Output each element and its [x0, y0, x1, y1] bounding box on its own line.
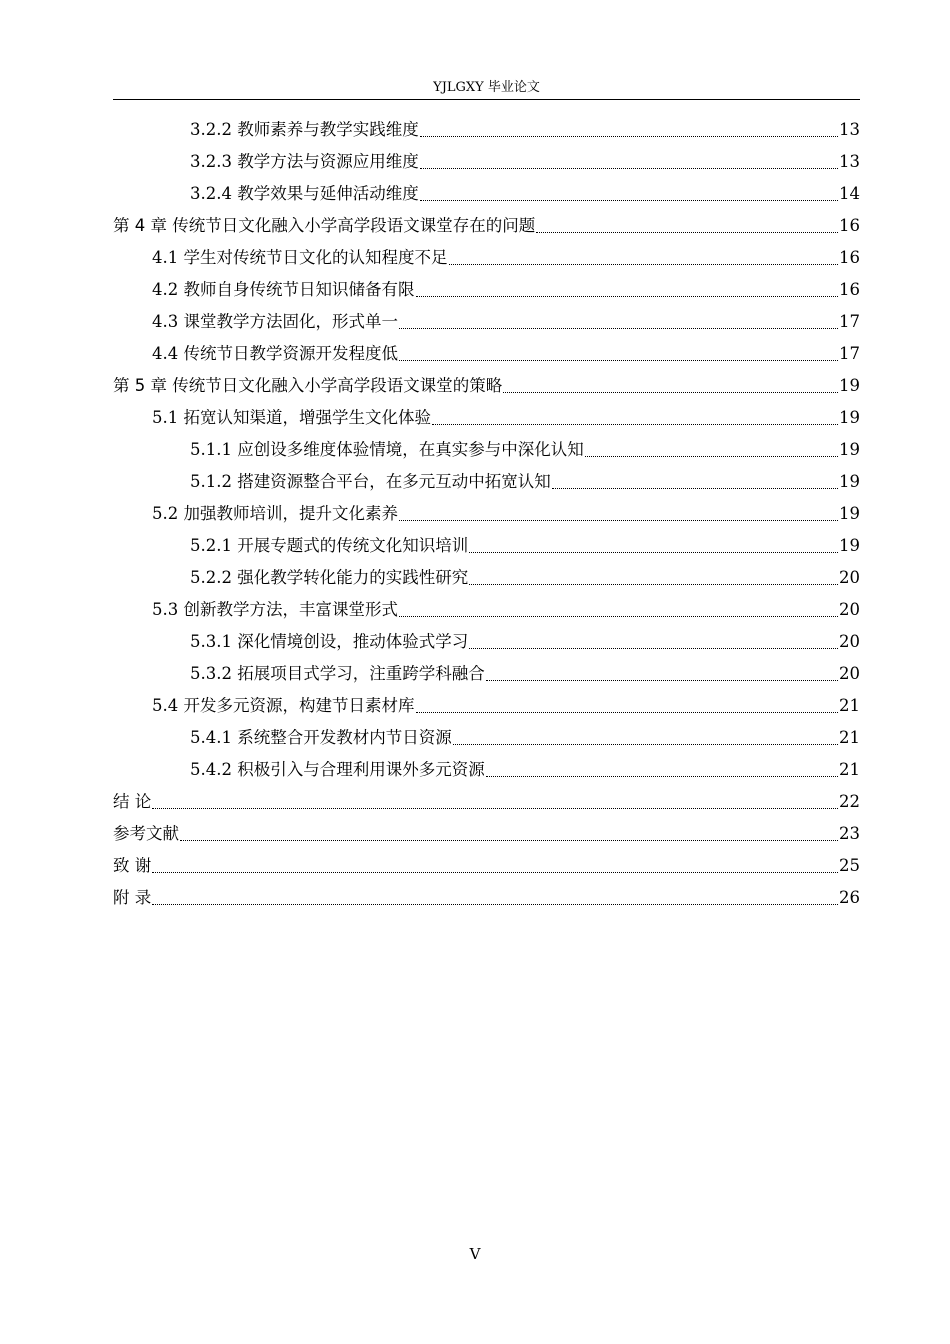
toc-entry-page: 19: [839, 376, 860, 395]
dot-leader: [420, 168, 838, 169]
toc-entry-page: 17: [839, 312, 860, 331]
dot-leader: [453, 744, 838, 745]
toc-entry[interactable]: [0, 146, 860, 178]
dot-leader: [152, 872, 838, 873]
toc-entry-page: 20: [839, 664, 860, 683]
toc-entry[interactable]: [0, 754, 860, 786]
toc-entry-page: 19: [839, 408, 860, 427]
toc-entry-title: 4.2 教师自身传统节日知识储备有限: [152, 280, 415, 299]
toc-entry[interactable]: [0, 370, 860, 402]
toc-entry[interactable]: [0, 818, 860, 850]
dot-leader: [585, 456, 838, 457]
dot-leader: [420, 136, 838, 137]
toc-entry[interactable]: [0, 786, 860, 818]
toc-entry-title: 5.2.1 开展专题式的传统文化知识培训: [190, 536, 469, 555]
toc-entry-page: 25: [839, 856, 860, 875]
toc-entry-title: 附 录: [113, 888, 152, 907]
toc-entry-page: 19: [839, 472, 860, 491]
dot-leader: [152, 808, 838, 809]
toc-entry[interactable]: [0, 594, 860, 626]
toc-entry-title: 5.4.1 系统整合开发教材内节日资源: [190, 728, 452, 747]
dot-leader: [416, 712, 839, 713]
dot-leader: [486, 680, 838, 681]
toc-entry-page: 20: [839, 632, 860, 651]
toc-entry-page: 20: [839, 600, 860, 619]
toc-entry-title: 5.2 加强教师培训，提升文化素养: [152, 504, 398, 523]
toc-entry-title: 5.1 拓宽认知渠道，增强学生文化体验: [152, 408, 431, 427]
toc-entry[interactable]: [0, 402, 860, 434]
dot-leader: [469, 584, 838, 585]
toc-entry-title: 5.3 创新教学方法，丰富课堂形式: [152, 600, 398, 619]
toc-entry[interactable]: [0, 434, 860, 466]
toc-entry-page: 16: [839, 280, 860, 299]
toc-entry-title: 5.4.2 积极引入与合理利用课外多元资源: [190, 760, 485, 779]
toc-entry-page: 21: [839, 696, 860, 715]
toc-entry-page: 21: [839, 728, 860, 747]
toc-entry-page: 22: [839, 792, 860, 811]
toc-entry-title: 5.2.2 强化教学转化能力的实践性研究: [190, 568, 469, 587]
toc-entry-page: 17: [839, 344, 860, 363]
toc-entry-page: 21: [839, 760, 860, 779]
toc-entry-title: 3.2.4 教学效果与延伸活动维度: [190, 184, 419, 203]
toc-entry-title: 致 谢: [113, 856, 152, 875]
toc-entry-page: 16: [839, 216, 860, 235]
toc-entry-page: 20: [839, 568, 860, 587]
dot-leader: [416, 296, 839, 297]
toc-entry-page: 19: [839, 536, 860, 555]
toc-entry[interactable]: [0, 850, 860, 882]
dot-leader: [536, 232, 838, 233]
toc-entry[interactable]: [0, 658, 860, 690]
toc-entry-title: 参考文献: [113, 824, 179, 843]
toc-entry[interactable]: [0, 626, 860, 658]
toc-entry[interactable]: [0, 882, 860, 914]
dot-leader: [420, 200, 838, 201]
toc-entry-page: 13: [839, 152, 860, 171]
dot-leader: [432, 424, 838, 425]
toc-entry-page: 16: [839, 248, 860, 267]
dot-leader: [449, 264, 839, 265]
toc-entry-title: 第 4 章 传统节日文化融入小学高学段语文课堂存在的问题: [113, 216, 536, 235]
toc-entry[interactable]: [0, 530, 860, 562]
dot-leader: [503, 392, 838, 393]
dot-leader: [552, 488, 838, 489]
toc-entry-title: 5.1.2 搭建资源整合平台，在多元互动中拓宽认知: [190, 472, 551, 491]
toc-entry[interactable]: [0, 690, 860, 722]
dot-leader: [469, 648, 838, 649]
toc-entry[interactable]: [0, 178, 860, 210]
toc-entry-title: 5.3.1 深化情境创设，推动体验式学习: [190, 632, 469, 651]
toc-entry-title: 3.2.2 教师素养与教学实践维度: [190, 120, 419, 139]
toc-entry-title: 4.1 学生对传统节日文化的认知程度不足: [152, 248, 448, 267]
toc-entry-title: 第 5 章 传统节日文化融入小学高学段语文课堂的策略: [113, 376, 503, 395]
toc-entry[interactable]: [0, 338, 860, 370]
toc-entry-title: 结 论: [113, 792, 152, 811]
dot-leader: [399, 520, 838, 521]
toc-entry-page: 19: [839, 504, 860, 523]
dot-leader: [486, 776, 838, 777]
toc-entry-title: 4.3 课堂教学方法固化，形式单一: [152, 312, 398, 331]
toc-entry-title: 4.4 传统节日教学资源开发程度低: [152, 344, 398, 363]
running-header: YJLGXY 毕业论文: [433, 80, 540, 95]
toc-entry-title: 5.4 开发多元资源，构建节日素材库: [152, 696, 415, 715]
dot-leader: [152, 904, 838, 905]
toc-entry[interactable]: [0, 242, 860, 274]
toc-entry-title: 5.3.2 拓展项目式学习，注重跨学科融合: [190, 664, 485, 683]
dot-leader: [399, 328, 838, 329]
toc-entry[interactable]: [0, 498, 860, 530]
toc-entry-page: 26: [839, 888, 860, 907]
dot-leader: [180, 840, 838, 841]
toc-entry[interactable]: [0, 306, 860, 338]
toc-entry-title: 3.2.3 教学方法与资源应用维度: [190, 152, 419, 171]
toc-entry-page: 14: [839, 184, 860, 203]
toc-entry[interactable]: [0, 466, 860, 498]
toc-entry-page: 19: [839, 440, 860, 459]
page-number: V: [469, 1245, 481, 1263]
toc-entry[interactable]: [0, 274, 860, 306]
toc-entry[interactable]: [0, 210, 860, 242]
toc-entry[interactable]: [0, 114, 860, 146]
toc-entry-title: 5.1.1 应创设多维度体验情境，在真实参与中深化认知: [190, 440, 584, 459]
toc-entry[interactable]: [0, 722, 860, 754]
toc-entry-page: 13: [839, 120, 860, 139]
header-rule: [113, 99, 860, 100]
toc-entry[interactable]: [0, 562, 860, 594]
dot-leader: [399, 616, 838, 617]
dot-leader: [399, 360, 838, 361]
toc-entry-page: 23: [839, 824, 860, 843]
dot-leader: [469, 552, 838, 553]
